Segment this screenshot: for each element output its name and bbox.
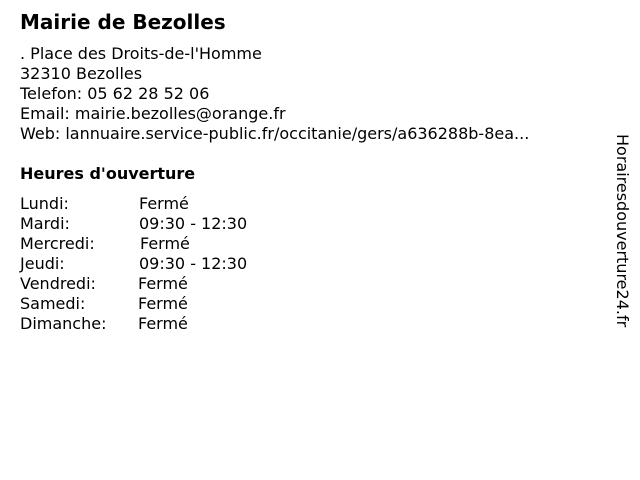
day-label: Mardi: [20, 214, 70, 233]
address-street: . Place des Droits-de-l'Homme [20, 44, 262, 63]
day-label: Dimanche: [20, 314, 107, 333]
email-line: Email: mairie.bezolles@orange.fr [20, 104, 286, 123]
page-title: Mairie de Bezolles [20, 10, 226, 34]
day-hours: Fermé [138, 314, 188, 333]
day-label: Vendredi: [20, 274, 96, 293]
day-hours: Fermé [138, 274, 188, 293]
address-block [20, 44, 529, 144]
web-line: Web: lannuaire.service-public.fr/occitanie/gers/a636288b-8ea... [20, 124, 530, 143]
day-hours: 09:30 - 12:30 [139, 254, 248, 273]
day-hours: Fermé [140, 234, 190, 253]
day-label: Mercredi: [20, 234, 95, 253]
day-label: Samedi: [20, 294, 86, 313]
hours-heading: Heures d'ouverture [20, 164, 196, 183]
day-label: Lundi: [20, 194, 69, 213]
day-label: Jeudi: [20, 254, 65, 273]
brand-watermark: Horairesdouverture24.fr [613, 134, 632, 328]
day-hours: 09:30 - 12:30 [139, 214, 248, 233]
address-city: 32310 Bezolles [20, 64, 143, 83]
phone-line: Telefon: 05 62 28 52 06 [20, 84, 210, 103]
day-hours: Fermé [139, 194, 189, 213]
day-hours: Fermé [138, 294, 188, 313]
